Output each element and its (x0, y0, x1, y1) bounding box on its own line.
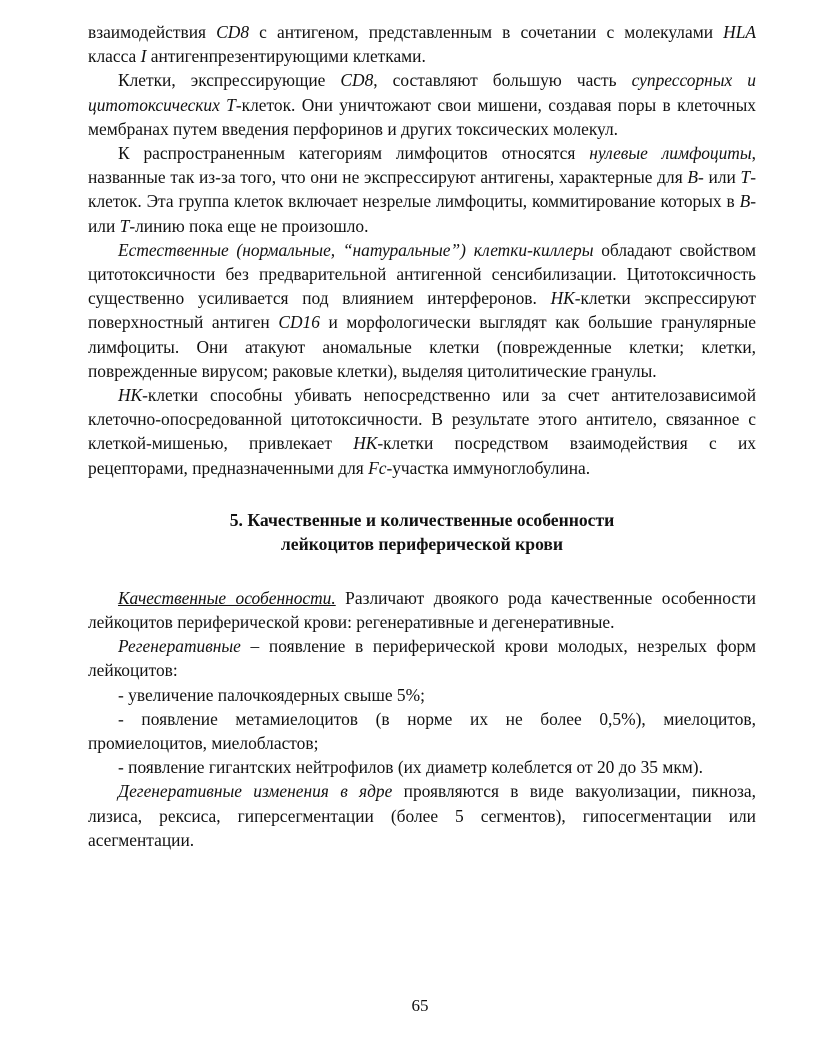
italic-text: Fc (368, 457, 387, 478)
section-heading (88, 508, 756, 556)
text-run: -клетки экспрессируют поверхностный антиген (88, 288, 757, 333)
italic-text: T (740, 167, 751, 188)
text-run: - появление метамиелоцитов (в норме их не более 0,5%), миелоцитов, промиелоцитов, миелобластов; (88, 708, 756, 754)
paragraph (88, 683, 756, 707)
italic-text: CD8 (216, 22, 250, 42)
text-run: взаимодействия (88, 22, 217, 42)
paragraph (88, 779, 756, 852)
paragraph (88, 634, 756, 682)
page-body (88, 20, 756, 852)
italic-text: НК (118, 385, 143, 406)
text-run: - или (88, 191, 756, 236)
text-run: – появление в периферической крови молодых, незрелых форм лейкоцитов: (88, 636, 756, 681)
text-run: -линию пока еще не произошло. (129, 215, 369, 236)
text-run: класса (88, 46, 141, 67)
italic-text: T (119, 215, 130, 236)
text-run: Различают двоякого рода качественные особенности лейкоцитов периферической крови: регенеративные и дегенеративные. (88, 587, 756, 633)
text-run: -клетки способны убивать непосредственно или за счет антителозависимой клеточно-опосредованной цитотоксичности. В результате этого антитело, связанное с клеткой-мишенью, привлекает (88, 385, 756, 454)
italic-text: B (739, 191, 751, 212)
paragraph (88, 238, 756, 383)
page-number: 65 (411, 996, 429, 1015)
italic-text: Регенеративные (118, 636, 241, 657)
text-run: К распространенным категориям лимфоцитов относятся (118, 143, 590, 164)
text-run: проявляются в виде вакуолизации, пикноза, лизиса, рексиса, гиперсегментации (более 5 сегментов), гипосегментации или асегментации. (88, 781, 756, 850)
paragraph (88, 707, 756, 755)
text-run: , составляют большую часть (373, 70, 632, 91)
text-run: -клеток. Эта группа клеток включает незрелые лимфоциты, коммитирование которых в (88, 167, 757, 212)
paragraph (88, 20, 756, 68)
italic-text: CD8 (340, 70, 374, 91)
paragraph (88, 141, 756, 238)
text-run: , названные так из-за того, что они не экспрессируют антигены, характерные для (88, 143, 756, 188)
text-block-bottom (88, 586, 756, 852)
italic-text: Естественные (нормальные, “натуральные”) клетки-киллеры (118, 239, 594, 260)
text-run: - или (698, 167, 741, 188)
text-run: -участка иммуноглобулина. (386, 457, 591, 478)
text-run: обладают свойством цитотоксичности без предварительной антигенной сенсибилизации. Цитотоксичность существенно усиливается под влиянием интерферонов. (88, 239, 756, 309)
text-block-top (88, 20, 756, 480)
underlined-heading: Качественные особенности. (118, 587, 336, 608)
text-run: - увеличение палочкоядерных свыше 5%; (118, 684, 425, 705)
italic-text: I (140, 46, 147, 67)
text-run: -клеток. Они уничтожают свои мишени, создавая поры в клеточных мембранах путем введения перфоринов и других токсических молекул. (88, 94, 756, 139)
italic-text: Дегенеративные изменения в ядре (118, 781, 393, 802)
italic-text: CD16 (278, 312, 320, 333)
text-run: - появление гигантских нейтрофилов (их диаметр колеблется от 20 до 35 мкм). (118, 757, 703, 778)
italic-text: HLA (723, 22, 756, 42)
paragraph (88, 755, 756, 779)
paragraph (88, 586, 756, 634)
italic-text: B (687, 167, 699, 188)
text-run: с антигеном, представленным в сочетании с молекулами (249, 22, 724, 42)
italic-text: НК (353, 433, 378, 454)
paragraph (88, 68, 756, 141)
text-run: антигенпрезентирующими клетками. (146, 46, 426, 67)
text-run: Клетки, экспрессирующие (118, 70, 341, 91)
paragraph (88, 383, 756, 480)
italic-text: нулевые лимфоциты (589, 143, 752, 164)
text-run: -клетки посредством взаимодействия с их рецепторами, предназначенными для (88, 433, 756, 478)
section-heading-line-1: 5. Качественные и количественные особенности (229, 509, 615, 530)
italic-text: супрессорных и цитотоксических T (88, 70, 756, 115)
italic-text: НК (550, 288, 575, 309)
section-heading-line-2: лейкоцитов периферической крови (280, 533, 564, 554)
text-run: и морфологически выглядят как большие гранулярные лимфоциты. Они атакуют аномальные клетки (поврежденные клетки; клетки, поврежденные вирусом; раковые клетки), выделяя цитолитические гранулы. (88, 312, 756, 381)
